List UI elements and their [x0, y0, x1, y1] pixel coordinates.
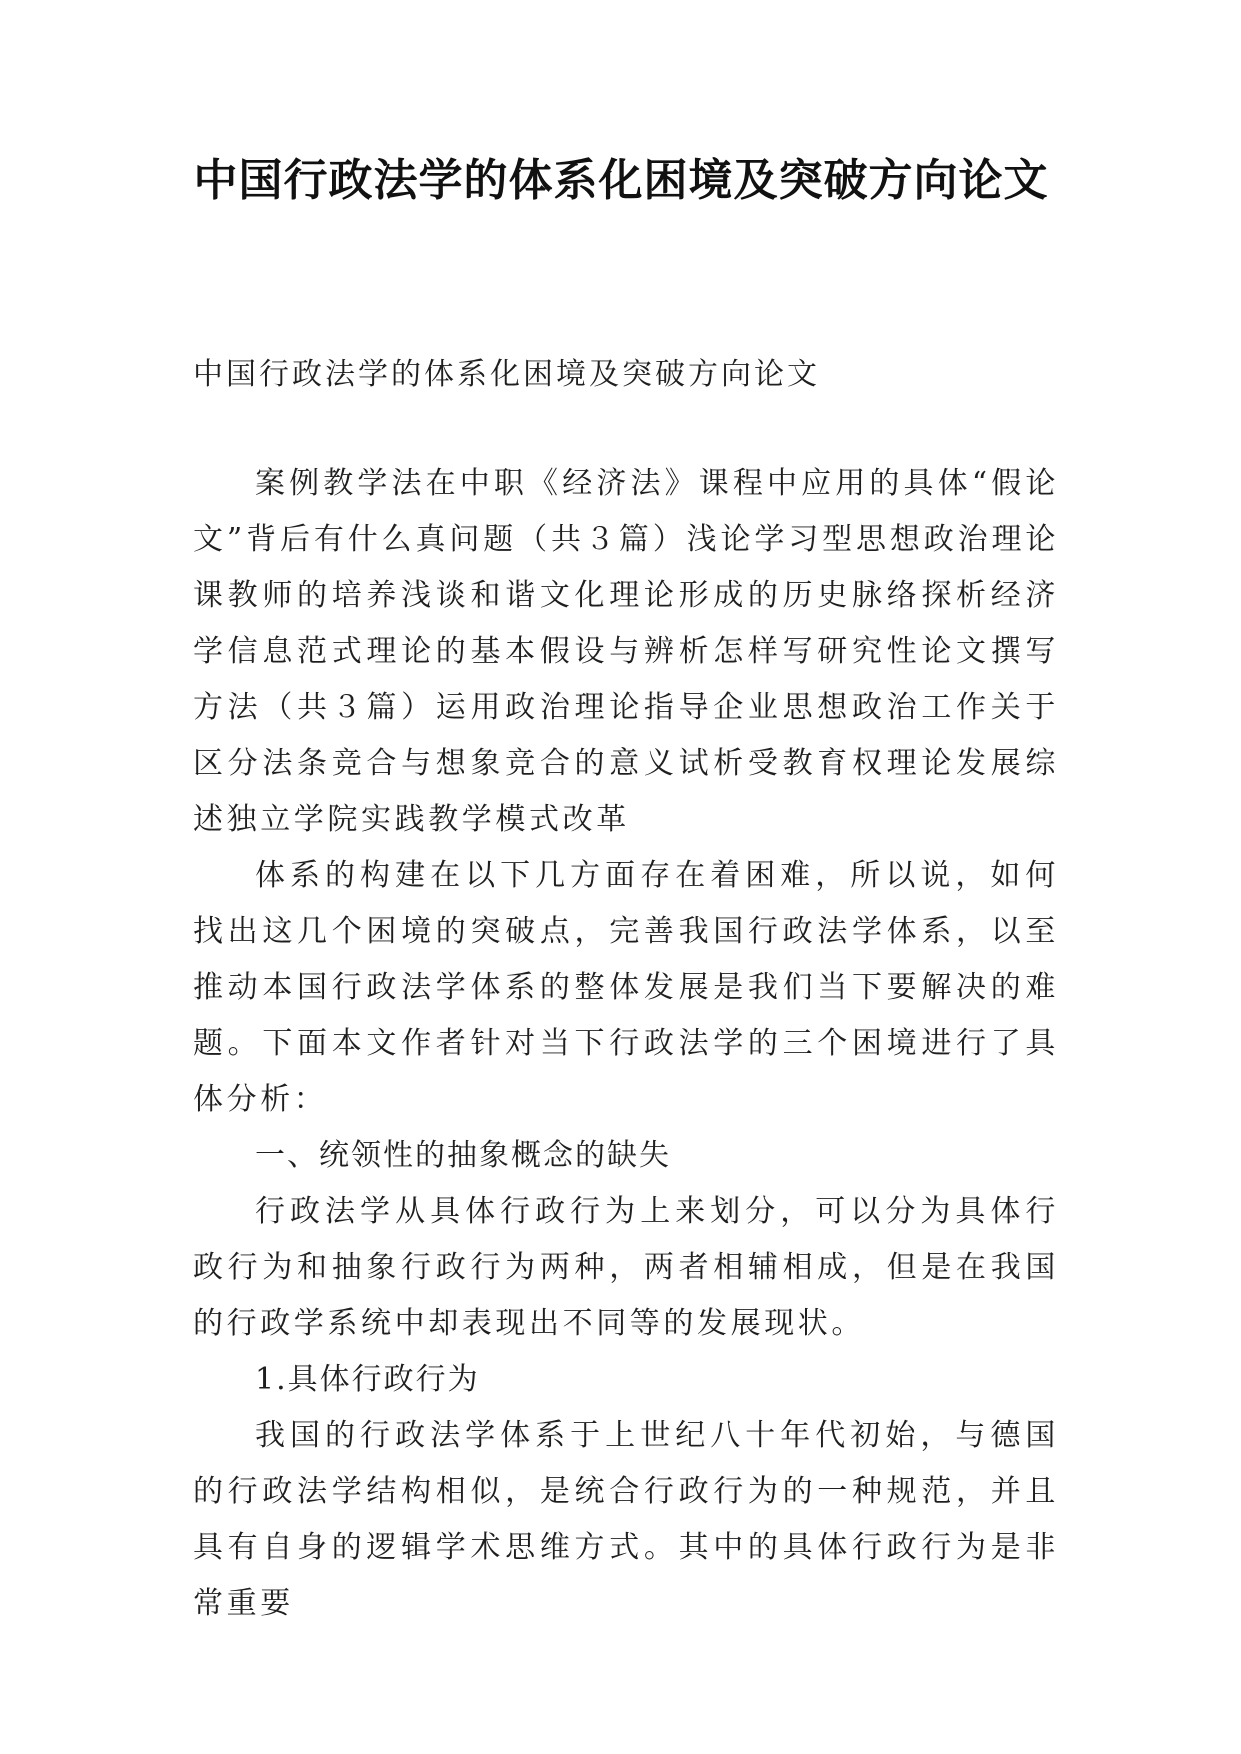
document-body — [193, 352, 1059, 1632]
section-heading: 一、统领性的抽象概念的缺失 — [255, 1138, 671, 1173]
paragraph-history: 我国的行政法学体系于上世纪八十年代初始，与德国的行政法学结构相似，是统合行政行为的一种规范，并且具有自身的逻辑学术思维方式。其中的具体行政行为是非常重要 — [193, 1418, 1059, 1621]
document-subtitle: 中国行政法学的体系化困境及突破方向论文 — [193, 357, 820, 392]
subsection-heading: 1.具体行政行为 — [255, 1362, 480, 1397]
document-title: 中国行政法学的体系化困境及突破方向论文 — [193, 155, 1049, 206]
paragraph-classification: 行政法学从具体行政行为上来划分，可以分为具体行政行为和抽象行政行为两种，两者相辅相成，但是在我国的行政学系统中却表现出不同等的发展现状。 — [193, 1194, 1059, 1341]
paragraph-related-articles: 案例教学法在中职《经济法》课程中应用的具体“假论文”背后有什么真问题（共３篇）浅论学习型思想政治理论课教师的培养浅谈和谐文化理论形成的历史脉络探析经济学信息范式理论的基本假设与辨析怎样写研究性论文撰写方法（共３篇）运用政治理论指导企业思想政治工作关于区分法条竞合与想象竞合的意义试析受教育权理论发展综述独立学院实践教学模式改革 — [193, 466, 1059, 837]
paragraph-intro: 体系的构建在以下几方面存在着困难，所以说，如何找出这几个困境的突破点，完善我国行政法学体系，以至推动本国行政法学体系的整体发展是我们当下要解决的难题。下面本文作者针对当下行政法学的三个困境进行了具体分析： — [193, 858, 1059, 1117]
